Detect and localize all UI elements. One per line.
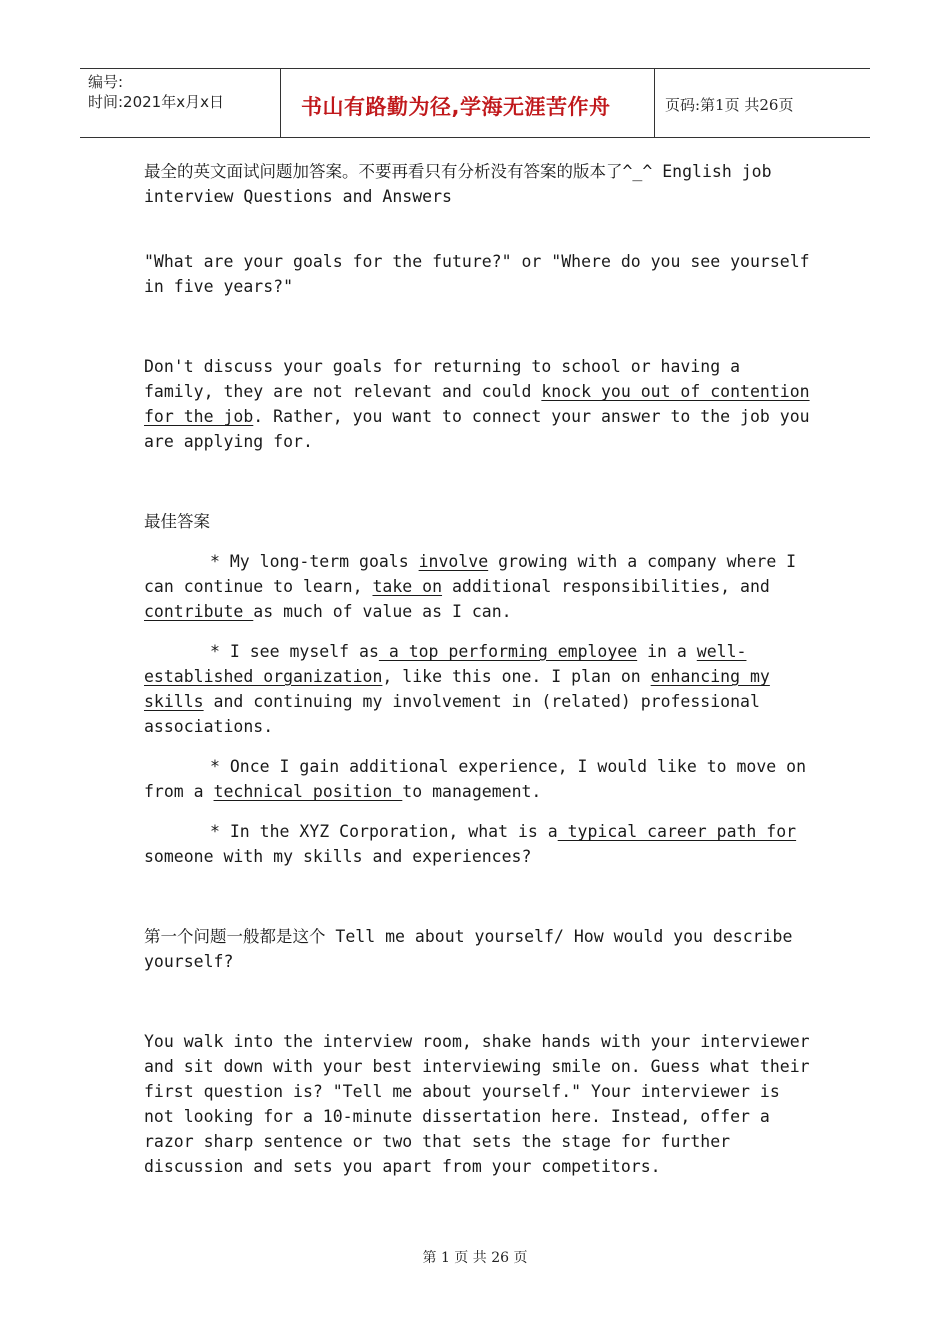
time-label: 时间:2021年x月x日 bbox=[88, 93, 224, 111]
header-motto-cell bbox=[281, 69, 655, 137]
underlined-phrase: technical position bbox=[213, 782, 403, 801]
answer-item bbox=[144, 754, 814, 804]
answer-text: * Once I gain additional experience, I would like to move on from a bbox=[144, 757, 807, 801]
underlined-phrase: contribute bbox=[144, 602, 254, 621]
answer-text: , like this one. I plan on bbox=[382, 667, 651, 686]
page-footer: 第 1 页 共 26 页 bbox=[422, 1250, 528, 1266]
answer-text: * I see myself as bbox=[210, 642, 379, 661]
underlined-phrase: well-established organization bbox=[144, 642, 747, 686]
motto: 书山有路勤为径,学海无涯苦作舟 bbox=[301, 95, 611, 119]
answer-text: * In the XYZ Corporation, what is a bbox=[210, 822, 558, 841]
document-body bbox=[144, 159, 814, 1179]
underlined-phrase: typical career path for bbox=[557, 822, 797, 841]
underlined-phrase: involve bbox=[418, 552, 489, 571]
document-title: 最全的英文面试问题加答案。不要再看只有分析没有答案的版本了^_^ English job interview Questions and Answers bbox=[144, 162, 772, 206]
advice-text: Don't discuss your goals for returning to school or having a family, they are not relevant and could bbox=[144, 357, 741, 401]
underlined-phrase: a top performing employee bbox=[378, 642, 638, 661]
header-page-cell bbox=[655, 69, 870, 137]
answer-item bbox=[144, 819, 814, 869]
answer-item bbox=[144, 549, 814, 624]
question-goals: "What are your goals for the future?" or "Where do you see yourself in five years?" bbox=[144, 252, 810, 296]
underlined-phrase: take on bbox=[372, 577, 443, 596]
underlined-phrase: enhancing my skills bbox=[144, 667, 770, 711]
answer-text: to management. bbox=[402, 782, 542, 801]
answer-text: and continuing my involvement in (related) professional associations. bbox=[144, 692, 760, 736]
header-page-info: 页码:第1页 共26页 bbox=[665, 96, 794, 114]
answer-text: additional responsibilities, and bbox=[442, 577, 770, 596]
serial-label: 编号: bbox=[88, 73, 124, 91]
advice-paragraph bbox=[144, 354, 814, 454]
answer-item bbox=[144, 639, 814, 739]
advice-underlined-phrase: knock you out of contention for the job bbox=[144, 382, 810, 426]
scenario-paragraph: You walk into the interview room, shake hands with your interviewer and sit down with your best interviewing smile on. Guess what their first question is? "Tell me about yourself." Your interviewer is not looking for a 10-minute dissertation here. Instead, offer a razor sharp sentence or two that sets the stage for further discussion and sets you apart from your competitors. bbox=[144, 1032, 810, 1176]
question-tell-me-about-yourself: 第一个问题一般都是这个 Tell me about yourself/ How would you describe yourself? bbox=[144, 927, 793, 971]
advice-text-end: . Rather, you want to connect your answer to the job you are applying for. bbox=[144, 407, 810, 451]
header-meta-cell bbox=[80, 69, 281, 137]
document-header bbox=[80, 68, 870, 138]
answer-text: in a bbox=[637, 642, 697, 661]
answer-text: * My long-term goals bbox=[210, 552, 419, 571]
best-answer-heading: 最佳答案 bbox=[144, 512, 210, 531]
answer-text: growing with a company where I can continue to learn, bbox=[144, 552, 797, 596]
answer-text: someone with my skills and experiences? bbox=[144, 847, 532, 866]
answer-text: as much of value as I can. bbox=[253, 602, 512, 621]
